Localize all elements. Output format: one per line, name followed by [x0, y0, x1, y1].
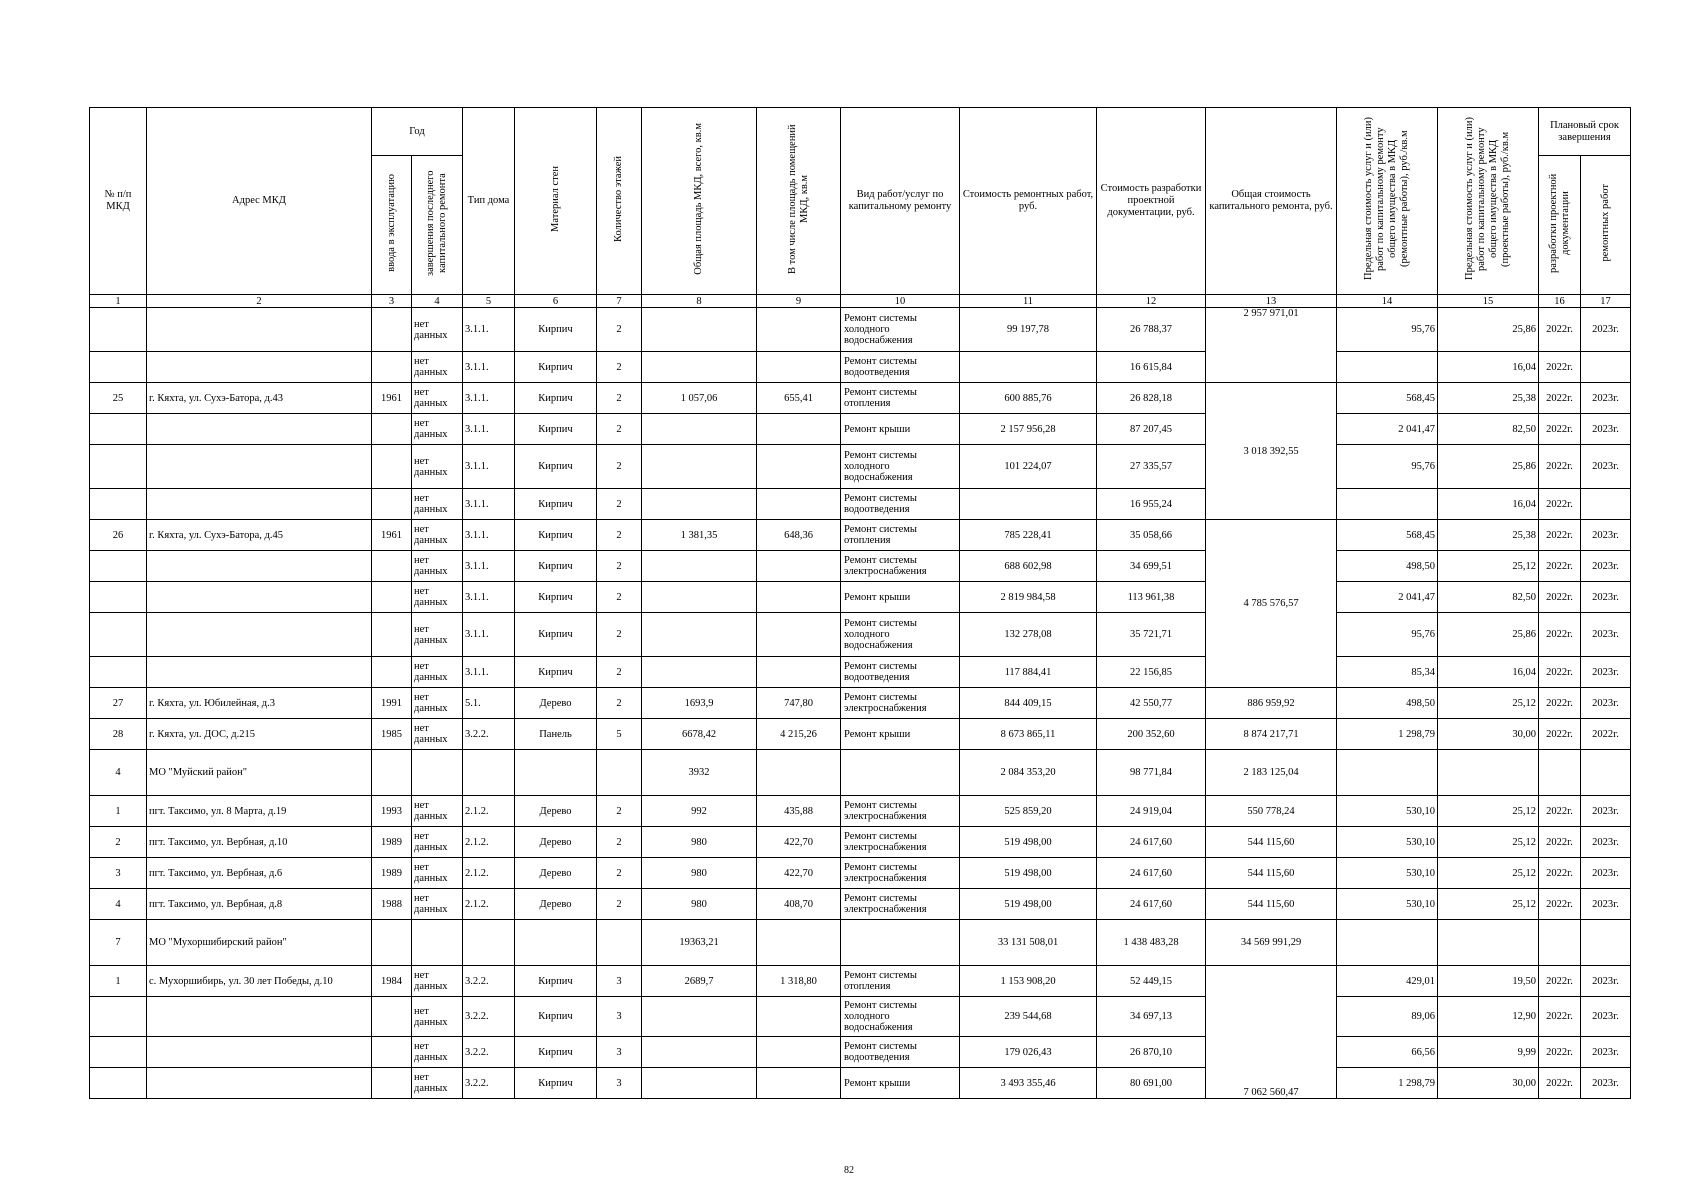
col-header-limit-design: Предельная стоимость услуг и (или) работ по капитальному ремонту общего имущества в МКД (проектные работы), руб./кв.м: [1438, 108, 1539, 295]
table-row: 25 г. Кяхта, ул. Сухэ-Батора, д.43 1961 нет данных 3.1.1. Кирпич 2 1 057,06 655,41 Ремонт системы отопления 600 885,76 26 828,18 3 018 392,55 568,45 25,38 2022г. 2023г.: [90, 383, 1631, 414]
col-header-limit-repair: Предельная стоимость услуг и (или) работ по капитальному ремонту общего имущества в МКД (ремонтные работы), руб./кв.м: [1337, 108, 1438, 295]
table-row: 3 пгт. Таксимо, ул. Вербная, д.6 1989 нет данных 2.1.2. Дерево 2 980 422,70 Ремонт системы электроснабжения 519 498,00 24 617,60 544 115,60 530,10 25,12 2022г. 2023г.: [90, 858, 1631, 889]
col-header-wall-material: Материал стен: [515, 108, 597, 295]
table-row: нет данных 3.1.1. Кирпич 2 Ремонт системы водоотведения 16 615,84 16,04 2022г.: [90, 352, 1631, 383]
table-row: нет данных 3.1.1. Кирпич 2 Ремонт системы холодного водоснабжения 101 224,07 27 335,57 95,76 25,86 2022г. 2023г.: [90, 445, 1631, 489]
table-row: 27 г. Кяхта, ул. Юбилейная, д.3 1991 нет данных 5.1. Дерево 2 1693,9 747,80 Ремонт системы электроснабжения 844 409,15 42 550,77 886 959,92 498,50 25,12 2022г. 2023г.: [90, 688, 1631, 719]
col-header-plan-repair: ремонтных работ: [1581, 156, 1631, 295]
table-row: нет данных 3.1.1. Кирпич 2 Ремонт системы водоотведения 117 884,41 22 156,85 85,34 16,04 2022г. 2023г.: [90, 657, 1631, 688]
col-header-num: № п/п МКД: [90, 108, 147, 295]
table-row: 1 с. Мухоршибирь, ул. 30 лет Победы, д.10 1984 нет данных 3.2.2. Кирпич 3 2689,7 1 318,80 Ремонт системы отопления 1 153 908,20 52 449,15 7 062 560,47 429,01 19,50 2022г. 2023г.: [90, 966, 1631, 997]
col-header-premises-area: В том числе площадь помещений МКД, кв.м: [757, 108, 841, 295]
table-row: нет данных 3.1.1. Кирпич 2 Ремонт крыши 2 157 956,28 87 207,45 2 041,47 82,50 2022г. 2023г.: [90, 414, 1631, 445]
table-row: нет данных 3.2.2. Кирпич 3 Ремонт системы водоотведения 179 026,43 26 870,10 66,56 9,99 2022г. 2023г.: [90, 1037, 1631, 1068]
col-header-total-cost: Общая стоимость капитального ремонта, руб.: [1206, 108, 1337, 295]
table-row: нет данных 3.1.1. Кирпич 2 Ремонт системы холодного водоснабжения 132 278,08 35 721,71 95,76 25,86 2022г. 2023г.: [90, 613, 1631, 657]
table-row: нет данных 3.1.1. Кирпич 2 Ремонт системы холодного водоснабжения 99 197,78 26 788,37 2 957 971,01 95,76 25,86 2022г. 2023г.: [90, 308, 1631, 352]
total-cost-merged: 4 785 576,57: [1206, 520, 1337, 688]
col-header-year: Год: [372, 108, 463, 156]
table-row: 2 пгт. Таксимо, ул. Вербная, д.10 1989 нет данных 2.1.2. Дерево 2 980 422,70 Ремонт системы электроснабжения 519 498,00 24 617,60 544 115,60 530,10 25,12 2022г. 2023г.: [90, 827, 1631, 858]
table-row: нет данных 3.1.1. Кирпич 2 Ремонт системы электроснабжения 688 602,98 34 699,51 498,50 25,12 2022г. 2023г.: [90, 551, 1631, 582]
table-row: 28 г. Кяхта, ул. ДОС, д.215 1985 нет данных 3.2.2. Панель 5 6678,42 4 215,26 Ремонт крыши 8 673 865,11 200 352,60 8 874 217,71 1 298,79 30,00 2022г. 2022г.: [90, 719, 1631, 750]
table-row: нет данных 3.1.1. Кирпич 2 Ремонт крыши 2 819 984,58 113 961,38 2 041,47 82,50 2022г. 2023г.: [90, 582, 1631, 613]
table-row: нет данных 3.1.1. Кирпич 2 Ремонт системы водоотведения 16 955,24 16,04 2022г.: [90, 489, 1631, 520]
table-row: 4 пгт. Таксимо, ул. Вербная, д.8 1988 нет данных 2.1.2. Дерево 2 980 408,70 Ремонт системы электроснабжения 519 498,00 24 617,60 544 115,60 530,10 25,12 2022г. 2023г.: [90, 889, 1631, 920]
col-header-plan-term: Плановый срок завершения: [1539, 108, 1631, 156]
col-header-design-cost: Стоимость разработки проектной документации, руб.: [1097, 108, 1206, 295]
col-header-address: Адрес МКД: [147, 108, 372, 295]
total-cost-merged: 2 957 971,01: [1206, 308, 1337, 383]
page-number: 82: [844, 1165, 854, 1176]
column-index-row: 1 2 3 4 5 6 7 8 9 10 11 12 13 14 15 16 17: [90, 295, 1631, 308]
col-header-total-area: Общая площадь МКД, всего, кв.м: [642, 108, 757, 295]
col-header-floors: Количество этажей: [597, 108, 642, 295]
total-cost-merged: 3 018 392,55: [1206, 383, 1337, 520]
table-row: 26 г. Кяхта, ул. Сухэ-Батора, д.45 1961 нет данных 3.1.1. Кирпич 2 1 381,35 648,36 Ремонт системы отопления 785 228,41 35 058,66 4 785 576,57 568,45 25,38 2022г. 2023г.: [90, 520, 1631, 551]
table-row: 1 пгт. Таксимо, ул. 8 Марта, д.19 1993 нет данных 2.1.2. Дерево 2 992 435,88 Ремонт системы электроснабжения 525 859,20 24 919,04 550 778,24 530,10 25,12 2022г. 2023г.: [90, 796, 1631, 827]
col-header-repair-cost: Стоимость ремонтных работ, руб.: [960, 108, 1097, 295]
col-header-work-type: Вид работ/услуг по капитальному ремонту: [841, 108, 960, 295]
section-row: 4 МО "Муйский район" 3932 2 084 353,20 98 771,84 2 183 125,04: [90, 750, 1631, 796]
col-header-plan-design: разработки проектной документации: [1539, 156, 1581, 295]
table-row: нет данных 3.2.2. Кирпич 3 Ремонт крыши 3 493 355,46 80 691,00 1 298,79 30,00 2022г. 2023г.: [90, 1068, 1631, 1099]
col-header-house-type: Тип дома: [463, 108, 515, 295]
section-row: 7 МО "Мухоршибирский район" 19363,21 33 131 508,01 1 438 483,28 34 569 991,29: [90, 920, 1631, 966]
capital-repair-table: [89, 107, 1631, 1099]
table-row: нет данных 3.2.2. Кирпич 3 Ремонт системы холодного водоснабжения 239 544,68 34 697,13 89,06 12,90 2022г. 2023г.: [90, 997, 1631, 1037]
col-header-year-commission: ввода в эксплуатацию: [372, 156, 412, 295]
col-header-year-last-repair: завершения последнего капитального ремонта: [412, 156, 463, 295]
total-cost-merged: 7 062 560,47: [1206, 966, 1337, 1099]
